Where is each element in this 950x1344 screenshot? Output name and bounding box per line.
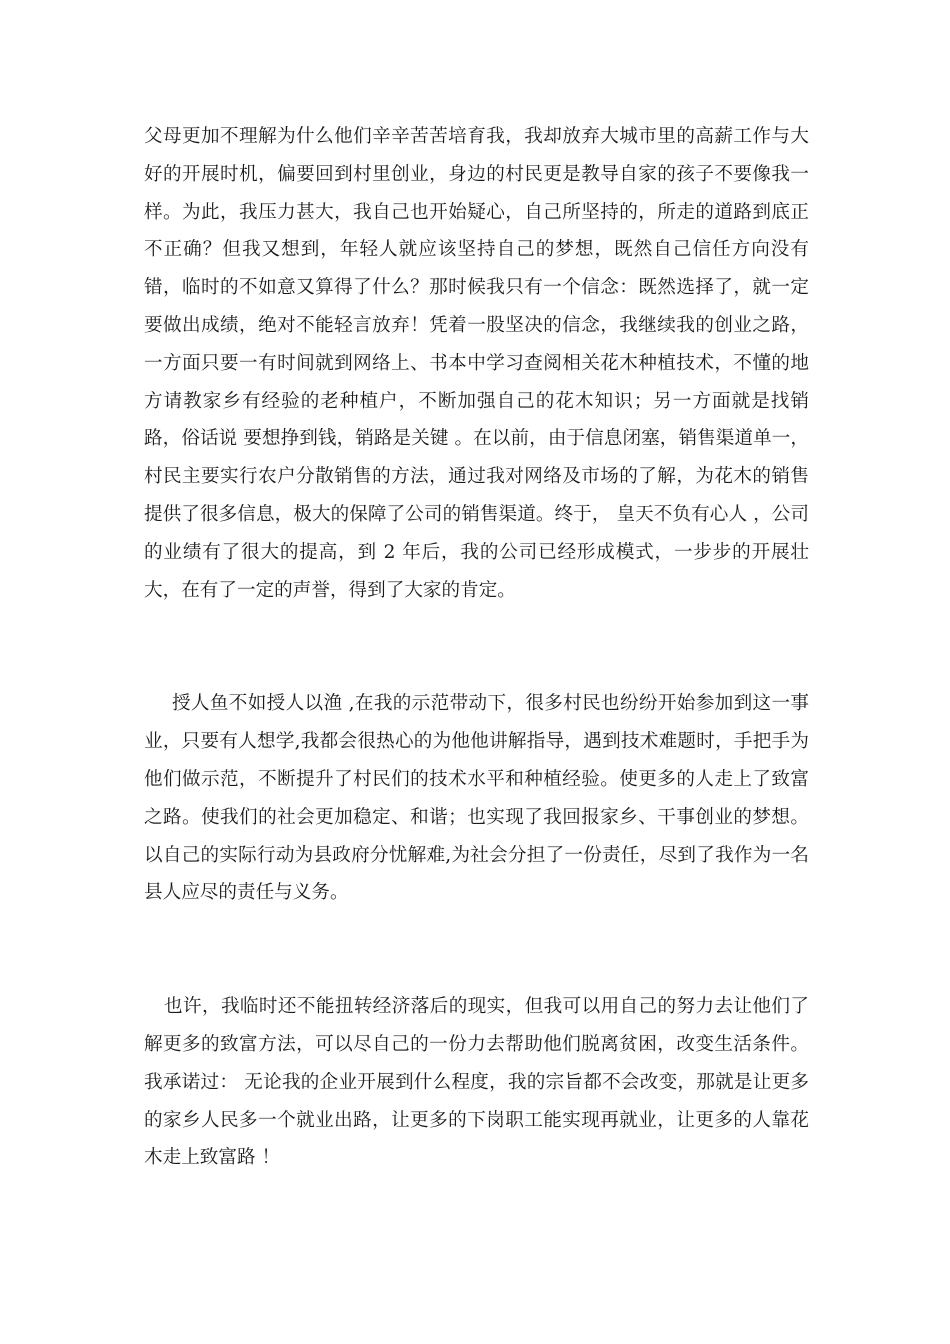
paragraph-3: 也许，我临时还不能扭转经济落后的现实，但我可以用自己的努力去让他们了解更多的致富方法，可以尽自己的一份力去帮助他们脱离贫困，改变生活条件。我承诺过： 无论我的企业开展到什么程度，我的宗旨都不会改变，那就是让更多的家乡人民多一个就业出路，让更多的下岗职工能实现再就业，让更多的人靠花木走上致富路 ！ bbox=[144, 996, 809, 1169]
document-body bbox=[144, 118, 809, 1177]
paragraph-1: 父母更加不理解为什么他们辛辛苦苦培育我，我却放弃大城市里的高薪工作与大好的开展时机，偏要回到村里创业，身边的村民更是教导自家的孩子不要像我一样。为此，我压力甚大，我自己也开始疑心，自己所坚持的，所走的道路到底正不正确？但我又想到，年轻人就应该坚持自己的梦想，既然自己信任方向没有错，临时的不如意又算得了什么？那时候我只有一个信念：既然选择了，就一定要做出成绩，绝对不能轻言放弃！凭着一股坚决的信念，我继续我的创业之路，一方面只要一有时间就到网络上、书本中学习查阅相关花木种植技术，不懂的地方请教家乡有经验的老种植户，不断加强自己的花木知识；另一方面就是找销路，俗话说 要想挣到钱，销路是关键 。在以前，由于信息闭塞，销售渠道单一，村民主要实行农户分散销售的方法，通过我对网络及市场的了解，为花木的销售提供了很多信息，极大的保障了公司的销售渠道。终于， 皇天不负有心人 ，公司的业绩有了很大的提高，到 2 年后，我的公司已经形成模式，一步步的开展壮大，在有了一定的声誉，得到了大家的肯定。 bbox=[144, 126, 809, 601]
paragraph-2: 授人鱼不如授人以渔 ,在我的示范带动下，很多村民也纷纷开始参加到这一事业，只要有人想学,我都会很热心的为他他讲解指导，遇到技术难题时，手把手为他们做示范，不断提升了村民们的技术水平和种植经验。使更多的人走上了致富之路。使我们的社会更加稳定、和谐；也实现了我回报家乡、干事创业的梦想。以自己的实际行动为县政府分忧解难,为社会分担了一份责任，尽到了我作为一名县人应尽的责任与义务。 bbox=[144, 693, 809, 904]
